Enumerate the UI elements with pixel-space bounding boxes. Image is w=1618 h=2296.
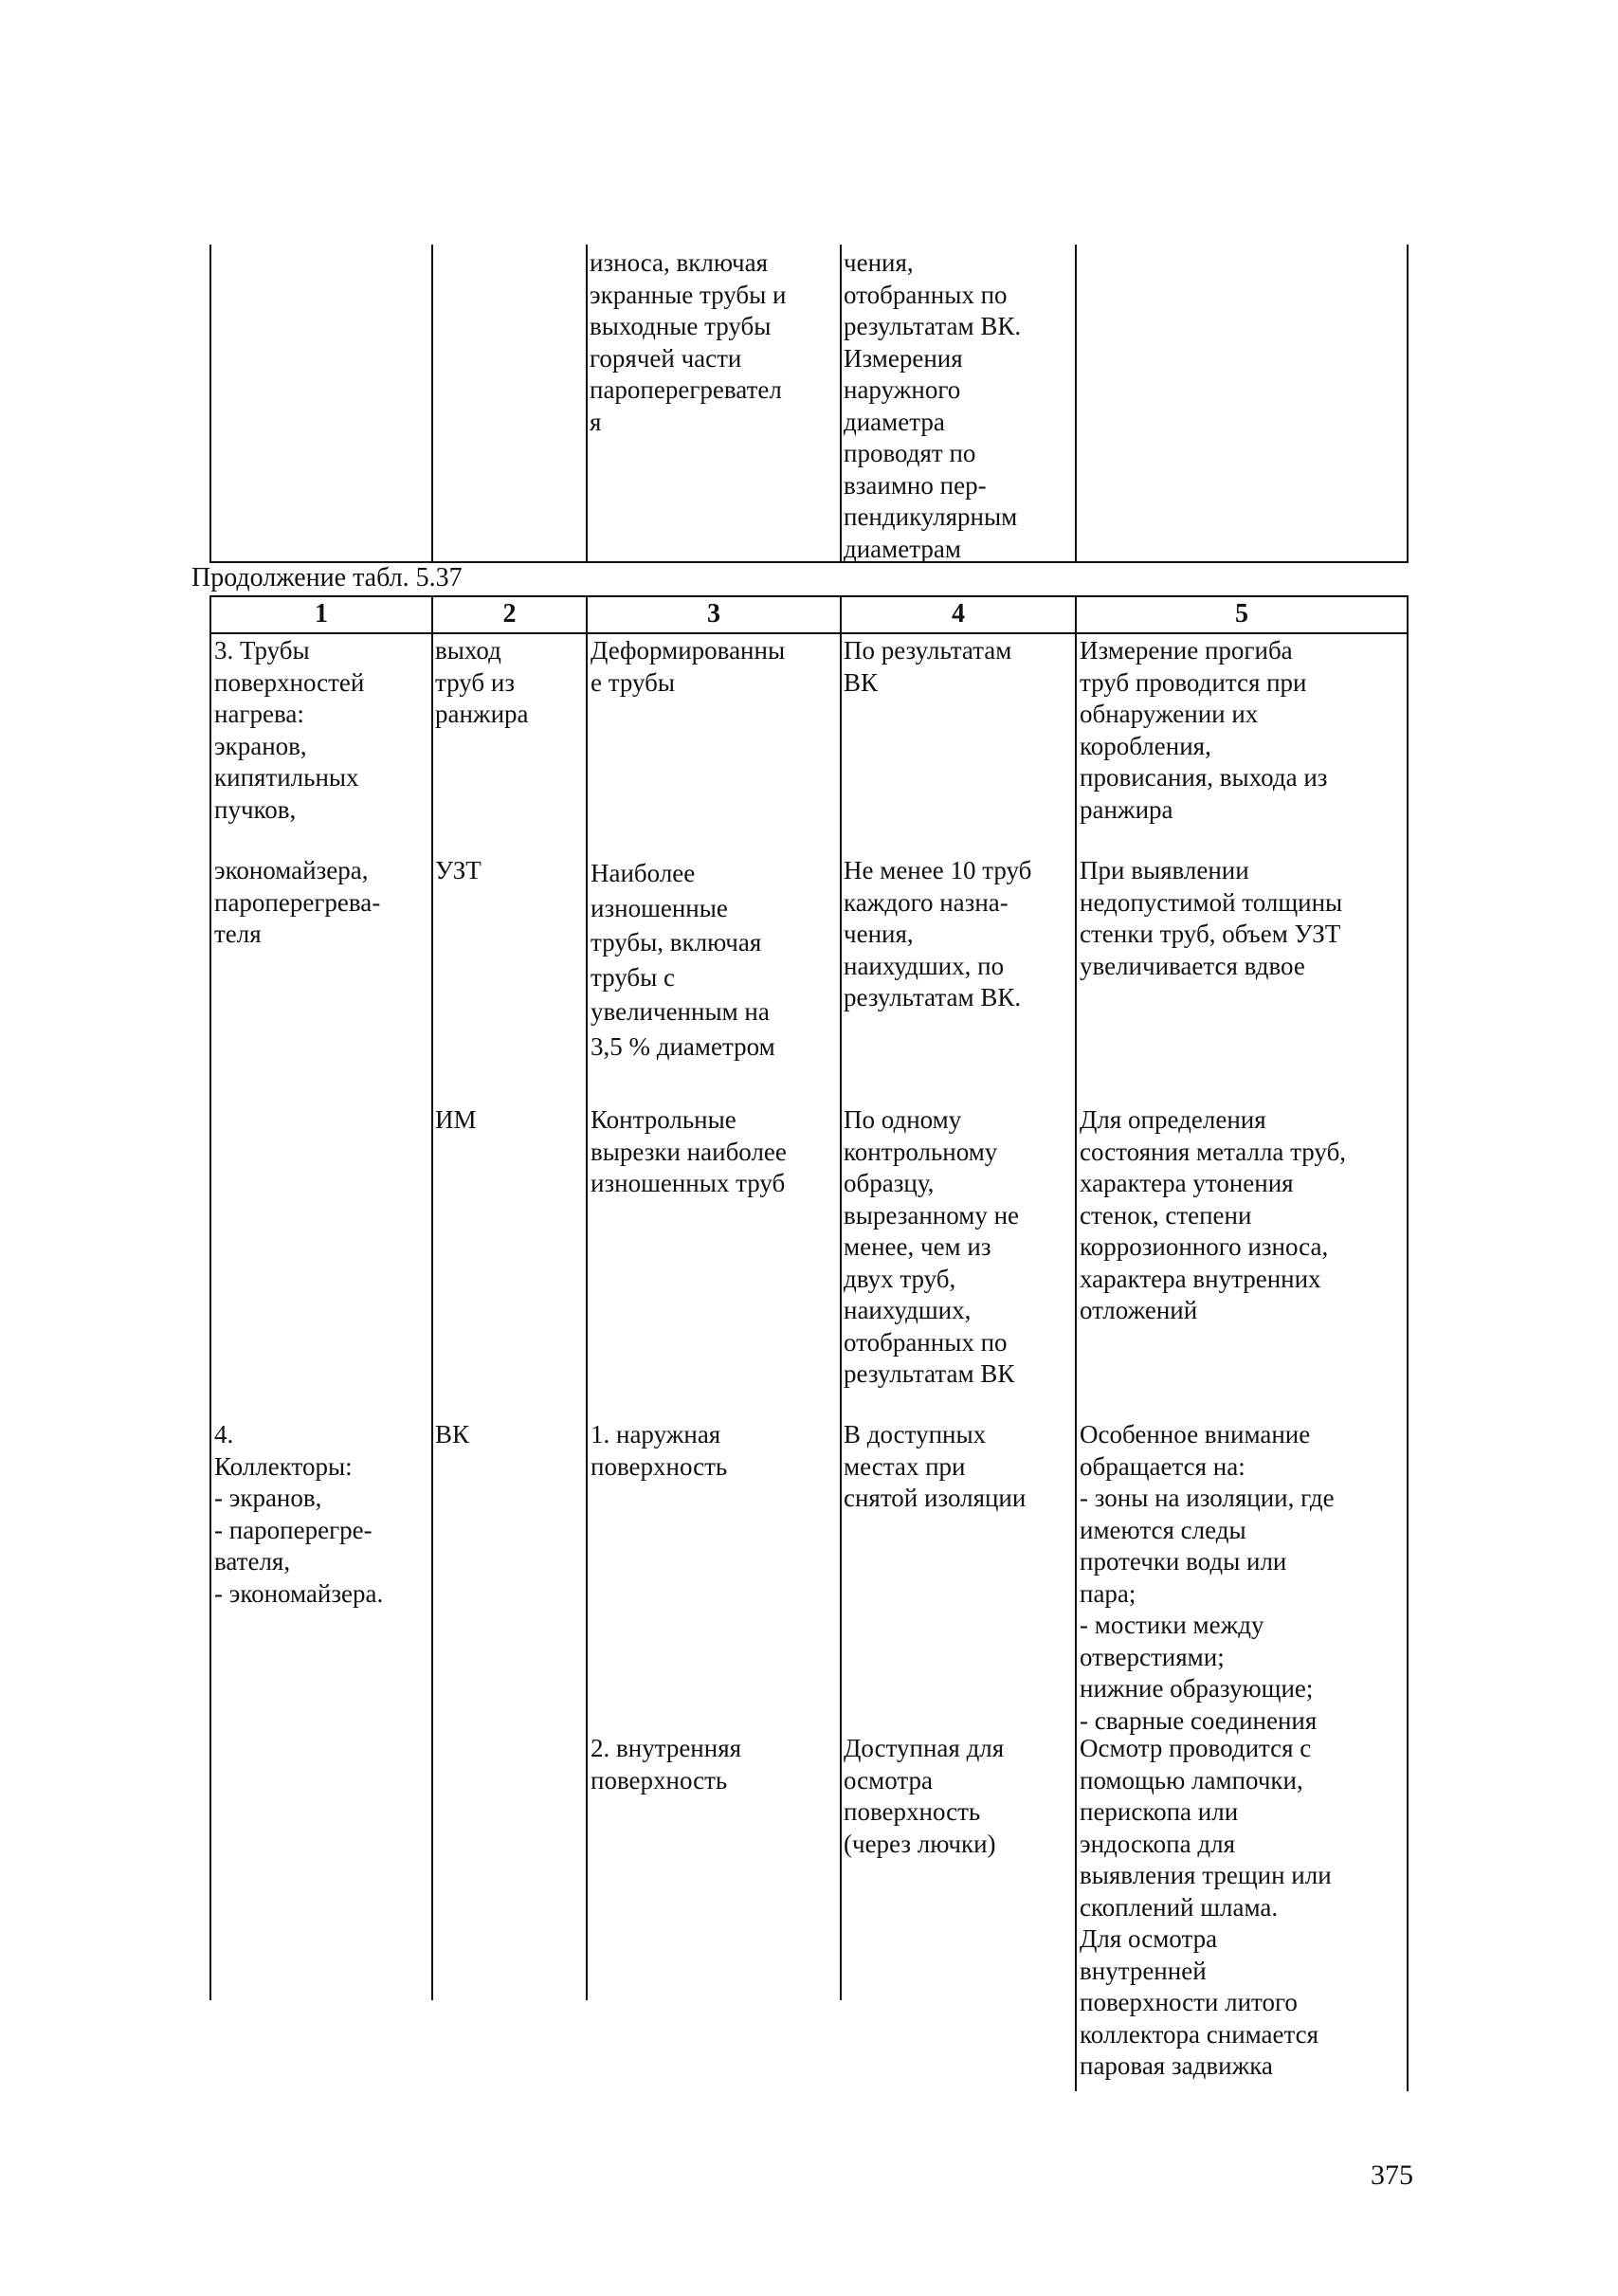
grid-line xyxy=(840,595,842,2000)
header-col-1: 1 xyxy=(315,599,328,629)
grid-line xyxy=(209,595,1409,597)
row4-col1: 4. Коллекторы: - экранов, - пароперегре- вателя, - экономайзера. xyxy=(214,1420,384,1608)
grid-line xyxy=(1407,595,1409,2091)
grid-line xyxy=(209,632,1409,634)
row5-col3: 2. внутренняя поверхность xyxy=(591,1734,742,1795)
header-col-5: 5 xyxy=(1235,599,1248,629)
fragment-col4-text: чения, отобранных по результатам ВК. Измерения наружного диаметра проводят по взаимно пер- пендикулярным диаметрам xyxy=(844,248,1022,563)
row2-col1: экономайзера, пароперегрева- теля xyxy=(214,856,381,948)
grid-line xyxy=(431,245,433,563)
row1-col3: Деформированны е трубы xyxy=(591,636,786,697)
grid-line xyxy=(840,245,842,563)
header-col-3: 3 xyxy=(707,599,720,629)
header-col-4: 4 xyxy=(952,599,965,629)
grid-line xyxy=(586,595,588,2000)
row2-col3: Наиболее изношенные трубы, включая трубы с увеличенным на 3,5 % диаметром xyxy=(591,859,775,1061)
header-col-2: 2 xyxy=(502,599,517,629)
row1-col1: 3. Трубы поверхностей нагрева: экранов, кипятильных пучков, xyxy=(214,636,365,824)
row5-col4: Доступная для осмотра поверхность (через лючки) xyxy=(844,1734,1005,1858)
table-continuation-caption: Продолжение табл. 5.37 xyxy=(191,563,463,592)
fragment-col3-text: износа, включая экранные трубы и выходные трубы горячей части пароперегревател я xyxy=(590,248,787,436)
row4-col3: 1. наружная поверхность xyxy=(591,1420,728,1481)
row2-col4: Не менее 10 труб каждого назна- чения, наихудших, по результатам ВК. xyxy=(844,856,1032,1011)
grid-line xyxy=(586,245,588,563)
row4-col2: ВК xyxy=(435,1420,470,1449)
row3-col3: Контрольные вырезки наиболее изношенных труб xyxy=(591,1105,787,1197)
grid-line xyxy=(1075,595,1077,2091)
row3-col2: ИМ xyxy=(435,1105,477,1134)
row1-col2: выход труб из ранжира xyxy=(435,636,529,728)
row3-col4: По одному контрольному образцу, вырезанному не менее, чем из двух труб, наихудших, отобранных по результатам ВК xyxy=(844,1105,1020,1388)
row5-col5: Осмотр проводится с помощью лампочки, перископа или эндоскопа для выявления трещин или скоплений шлама. Для осмотра внутренней поверхности литого коллектора снимается паровая задвижка xyxy=(1080,1734,1332,2080)
row4-col4: В доступных местах при снятой изоляции xyxy=(844,1420,1027,1512)
page-number: 375 xyxy=(1371,2159,1413,2191)
grid-line xyxy=(209,595,211,2000)
row4-col5: Особенное внимание обращается на: - зоны на изоляции, где имеются следы протечки воды или пара; - мостики между отверстиями; нижние образующие; - сварные соединения xyxy=(1080,1420,1335,1735)
row1-col5: Измерение прогиба труб проводится при обнаружении их коробления, провисания, выхода из ранжира xyxy=(1080,636,1328,824)
row2-col5: При выявлении недопустимой толщины стенки труб, объем УЗТ увеличивается вдвое xyxy=(1080,856,1343,980)
grid-line xyxy=(431,595,433,2000)
grid-line xyxy=(1407,245,1409,563)
grid-line xyxy=(1075,245,1077,563)
row2-col2: УЗТ xyxy=(435,856,482,884)
row3-col5: Для определения состояния металла труб, характера утонения стенок, степени коррозионного износа, характера внутренних отложений xyxy=(1080,1105,1347,1324)
row1-col4: По результатам ВК xyxy=(844,636,1012,697)
grid-line xyxy=(209,245,211,563)
